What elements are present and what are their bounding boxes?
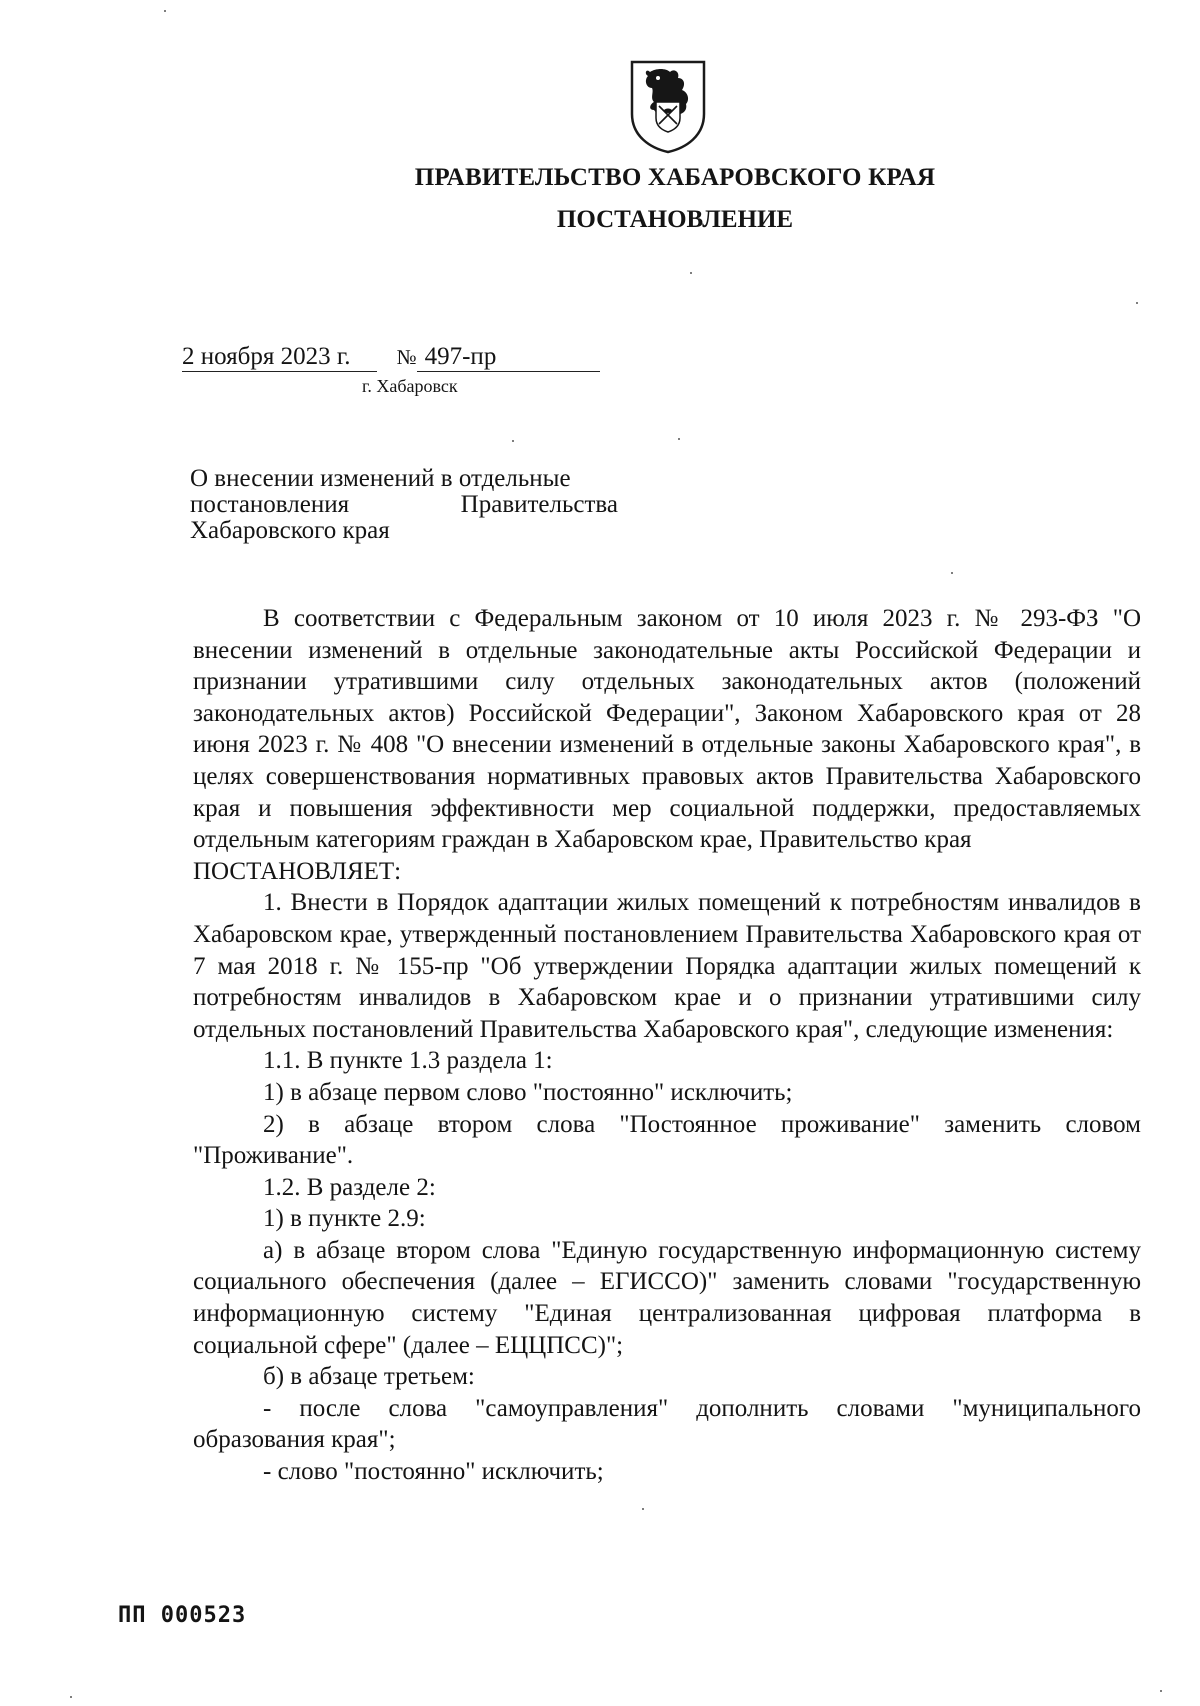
government-title: ПРАВИТЕЛЬСТВО ХАБАРОВСКОГО КРАЯ	[414, 164, 936, 191]
scan-speck	[164, 10, 166, 12]
footer-form-code: ПП 000523	[118, 1603, 247, 1628]
document-subject	[190, 466, 618, 544]
scan-speck	[678, 438, 680, 440]
document-type: ПОСТАНОВЛЕНИЕ	[556, 206, 794, 233]
item-1-paragraph: 1. Внести в Порядок адаптации жилых помещений к потребностям инвалидов в Хабаровском крае, утвержденный постановлением Правительства Хабаровского края от 7 мая 2018 г. № 155-пр "Об утверждении Порядка адаптации жилых помещений к потребностям инвалидов в Хабаровском крае и о признании утратившими силу отдельных постановлений Правительства Хабаровского края", следующие изменения:	[193, 889, 1141, 1043]
scan-speck	[1160, 1690, 1162, 1692]
scan-speck	[70, 1696, 72, 1698]
city: г. Хабаровск	[362, 376, 458, 396]
postanovlyaet-heading: ПОСТАНОВЛЯЕТ:	[193, 857, 402, 885]
item-1-2-1-b-paragraph: б) в абзаце третьем:	[263, 1363, 475, 1391]
item-1-2-1-paragraph: 1) в пункте 2.9:	[263, 1205, 426, 1233]
scan-speck	[951, 572, 953, 574]
subject-line: О внесении изменений в отдельные	[190, 465, 571, 492]
document-date: 2 ноября 2023 г.	[182, 343, 377, 372]
item-1-2-1-a-paragraph: а) в абзаце втором слова "Единую государственную информационную систему социального обеспечения (далее – ЕГИССО)" заменить словами "государственную информационную систему "Единая централизованная цифровая платформа в социальной сфере" (далее – ЕЦЦПСС)";	[193, 1236, 1141, 1359]
subject-line: Хабаровского края	[190, 517, 390, 544]
date-number-line	[182, 343, 600, 372]
item-1-2-1-b1-paragraph: - после слова "самоуправления" дополнить словами "муниципального образования края";	[193, 1394, 1141, 1454]
number-sign: №	[396, 345, 417, 369]
document-body	[193, 603, 1141, 1488]
khabarovsk-coat-of-arms-bear-icon	[628, 58, 708, 154]
subject-line: постановления Правительства	[190, 491, 618, 518]
item-1-1-a-paragraph: 1) в абзаце первом слово "постоянно" исключить;	[263, 1078, 793, 1106]
item-1-2-paragraph: 1.2. В разделе 2:	[263, 1173, 436, 1201]
item-1-1-paragraph: 1.1. В пункте 1.3 раздела 1:	[263, 1047, 553, 1075]
item-1-1-b-paragraph: 2) в абзаце втором слова "Постоянное проживание" заменить словом "Проживание".	[193, 1110, 1141, 1170]
document-number: 497-пр	[417, 343, 600, 372]
item-1-2-1-b2-paragraph: - слово "постоянно" исключить;	[263, 1458, 604, 1486]
scan-speck	[642, 1508, 644, 1510]
scan-speck	[1136, 302, 1138, 304]
scan-speck	[690, 272, 692, 274]
preamble-paragraph: В соответствии с Федеральным законом от 10 июля 2023 г. № 293-ФЗ "О внесении изменений в отдельные законодательные акты Российской Федерации и признании утратившими силу отдельных законодательных актов (положений законодательных актов) Российской Федерации", Законом Хабаровского края от 28 июня 2023 г. № 408 "О внесении изменений в отдельные законы Хабаровского края", в целях совершенствования нормативных правовых актов Правительства Хабаровского края и повышения эффективности мер социальной поддержки, предоставляемых отдельным категориям граждан в Хабаровском крае, Правительство края	[193, 605, 1141, 854]
scan-speck	[512, 440, 514, 442]
